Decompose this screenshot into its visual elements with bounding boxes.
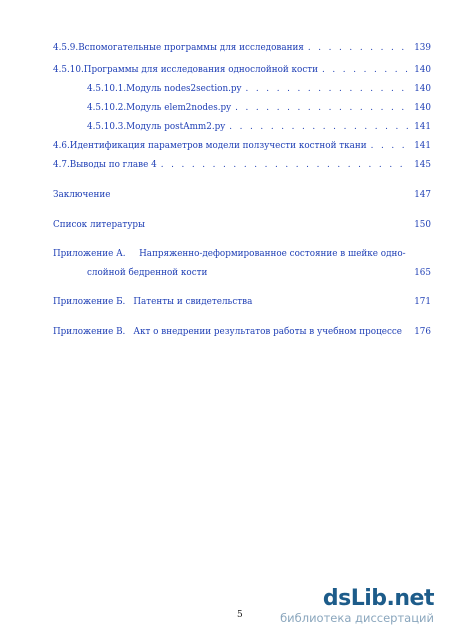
- appendix-title-continued: слойной бедренной кости: [87, 268, 208, 278]
- toc-appendix-a[interactable]: [53, 249, 406, 260]
- toc-section-title: Список литературы: [53, 220, 146, 230]
- toc-entry-page: 141: [414, 122, 431, 132]
- appendix-title: Акт о внедрении результатов работы в учебном процессе: [133, 327, 403, 337]
- toc-appendix-b[interactable]: [53, 297, 431, 308]
- appendix-title: Патенты и свидетельства: [133, 297, 253, 307]
- appendix-label: Приложение Б.: [53, 297, 126, 307]
- toc-entry-page: 140: [414, 84, 431, 94]
- toc-entry-page: 140: [414, 103, 431, 113]
- toc-entry-page: 145: [414, 160, 431, 170]
- toc-entry-number: 4.5.9.: [53, 43, 79, 53]
- leader-dots: [229, 122, 411, 133]
- toc-entry-title: Идентификация параметров модели ползучести костной ткани: [69, 141, 367, 151]
- appendix-page: 176: [414, 327, 431, 337]
- leader-dots: [161, 160, 412, 171]
- toc-entry[interactable]: [53, 160, 431, 171]
- toc-entry[interactable]: [87, 122, 431, 133]
- toc-entry-title: Выводы по главе 4: [69, 160, 157, 170]
- toc-entry-title: Программы для исследования однослойной кости: [83, 65, 319, 75]
- toc-entry[interactable]: [87, 103, 431, 114]
- appendix-label: Приложение А.: [53, 249, 126, 259]
- page-number: 5: [237, 610, 243, 620]
- toc-entry-number: 4.7.: [53, 160, 70, 170]
- toc-entry-title: Вспомогательные программы для исследования: [78, 43, 304, 53]
- appendix-page: 165: [414, 268, 431, 278]
- leader-dots: [322, 65, 411, 76]
- toc-entry-page: 140: [414, 65, 431, 75]
- toc-section-page: 147: [414, 190, 431, 200]
- appendix-label: Приложение В.: [53, 327, 126, 337]
- toc-entry[interactable]: [53, 65, 431, 76]
- appendix-title: Напряженно-деформированное состояние в шейке одно-: [139, 249, 406, 259]
- toc-entry-number: 4.5.10.1.: [87, 84, 127, 94]
- toc-entry[interactable]: [53, 43, 431, 54]
- toc-entry[interactable]: [87, 84, 431, 95]
- toc-entry-title: Модуль elem2nodes.py: [126, 103, 232, 113]
- watermark-logo: dsLib.net: [322, 586, 434, 611]
- toc-entry-number: 4.5.10.: [53, 65, 84, 75]
- toc-entry-page: 139: [414, 43, 431, 53]
- toc-section-title: Заключение: [53, 190, 111, 200]
- leader-dots: [308, 43, 411, 54]
- toc-entry-page: 141: [414, 141, 431, 151]
- toc-appendix-a-cont[interactable]: [87, 268, 431, 279]
- toc-entry-title: Модуль nodes2section.py: [126, 84, 242, 94]
- toc-entry[interactable]: [53, 141, 431, 152]
- toc-appendix-c[interactable]: [53, 327, 431, 338]
- leader-dots: [371, 141, 412, 152]
- watermark: [280, 588, 434, 625]
- appendix-page: 171: [414, 297, 431, 307]
- toc-section-references[interactable]: [53, 220, 431, 231]
- leader-dots: [235, 103, 411, 114]
- toc-section-conclusion[interactable]: [53, 190, 431, 201]
- toc-entry-number: 4.6.: [53, 141, 70, 151]
- toc-section-page: 150: [414, 220, 431, 230]
- toc-entry-number: 4.5.10.2.: [87, 103, 127, 113]
- leader-dots: [246, 84, 412, 95]
- toc-entry-title: Модуль postAmm2.py: [126, 122, 226, 132]
- toc-entry-number: 4.5.10.3.: [87, 122, 127, 132]
- watermark-tagline: библиотека диссертаций: [280, 611, 434, 625]
